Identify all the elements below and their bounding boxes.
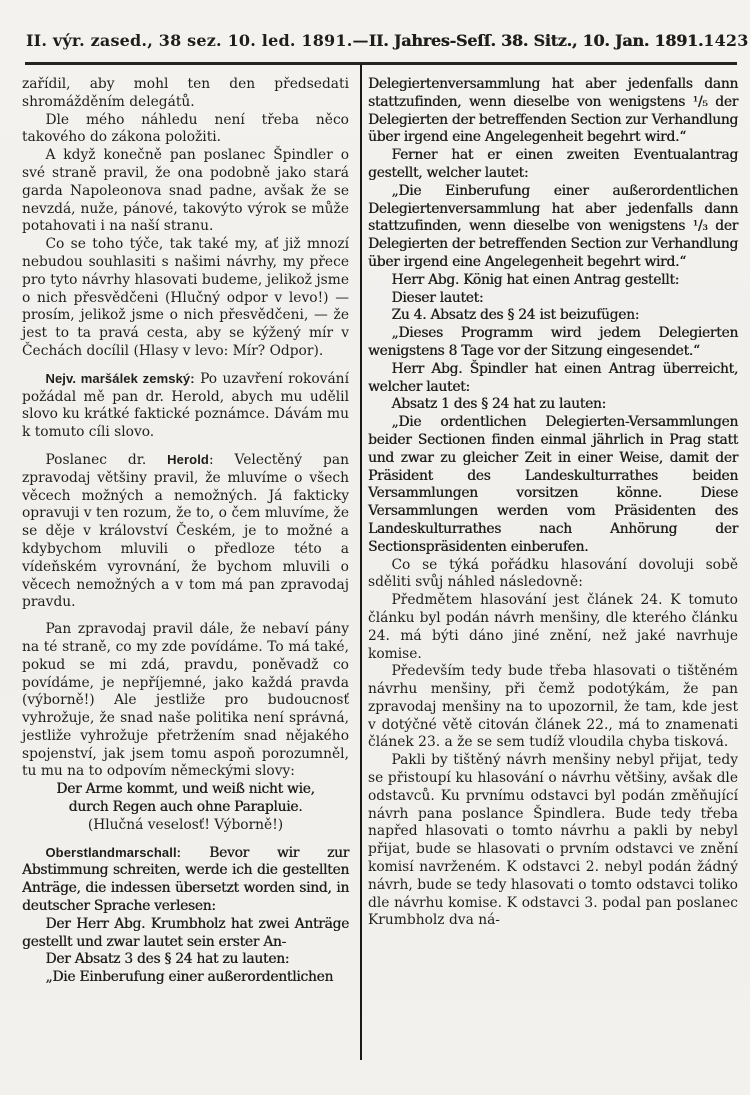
paragraph: Oberstlandmarschall: Bevor wir zur Abstimmung schreiten, werde ich die gestellten Anträge, die indessen übersetzt worden sind, in deutscher Sprache verlesen: [22, 844, 350, 915]
paragraph: Der Herr Abg. Krumbholz hat zwei Anträge gestellt und zwar lautet sein erster An- [22, 915, 349, 950]
paragraph: Co se týká pořádku hlasování dovoluji sobě sděliti svůj náhled následovně: [368, 556, 738, 591]
paragraph: A když konečně pan poslanec Špindler o své straně pravil, že ona podobně jako stará garda Napoleonova snad padne, avšak že se nevzdá, nuže, pánové, takovýto výrok se může potahovati i na naší stranu. [22, 147, 349, 235]
paragraph: Nejv. maršálek zemský: Po uzavření rokování požádal mě pan dr. Herold, abych mu udělil slovo ku krátké faktické poznámce. Dávám mu k tomuto cíli slovo. [22, 370, 349, 441]
speaker-name: Oberstlandmarschall: [45, 844, 182, 860]
paragraph: Zu 4. Absatz des § 24 ist beizufügen: [391, 307, 640, 324]
speaker-name: Herold [167, 451, 209, 467]
paragraph: Der Absatz 3 des § 24 hat zu lauten: [45, 951, 290, 968]
paragraph: „Die Einberufung einer außerordentlichen [45, 969, 334, 986]
paragraph: Především tedy bude třeba hlasovati o tištěném návrhu menšiny, při čemž podotýkám, že pan zpravodaj menšiny na to upozornil, že tam, kde jest v dotýčné větě citován článek 22., má to znamenati článek 23. a že se sem tudíž vloudila chyba tisková. [368, 663, 738, 751]
header-german-date: II. Jahres-Seſſ. 38. Sitz., 10. Jan. 1891. [368, 31, 704, 50]
paragraph: „Die Einberufung einer außerordentlichen Delegiertenversammlung hat aber jedenfalls dann stattzufinden, wenn dieselbe von wenigstens ¹/₃ der Delegierten der betreffenden Section zur Verhandlung über irgend eine Angelegenheit begehrt wird.“ [368, 182, 738, 270]
verse-line: Der Arme kommt, und weiß nicht wie, [56, 781, 315, 798]
speaker-name: Nejv. maršálek zemský: [45, 370, 195, 386]
paragraph: Ferner hat er einen zweiten Eventualantrag gestellt, welcher lautet: [368, 147, 738, 181]
paragraph: Absatz 1 des § 24 hat zu lauten: [391, 396, 606, 413]
paragraph: zařídil, aby mohl ten den předsedati shromážděním delegátů. [22, 76, 349, 110]
verse-line: durch Regen auch ohne Parapluie. [68, 799, 303, 816]
text-columns [22, 76, 738, 987]
paragraph: „Dieses Programm wird jedem Delegierten wenigstens 8 Tage vor der Sitzung eingesendet.“ [368, 325, 738, 359]
page-header [26, 31, 749, 50]
paragraph: Herr Abg. Špindler hat einen Antrag überreicht, welcher lautet: [368, 360, 738, 395]
paragraph: Herr Abg. König hat einen Antrag gestellt: [391, 271, 680, 288]
header-rule [25, 62, 737, 65]
paragraph: Dieser lautet: [391, 289, 484, 306]
paragraph: „Die ordentlichen Delegierten-Versammlungen beider Sectionen finden einmal jährlich in Prag statt und zwar zu gleicher Zeit in einer Weise, damit der Präsident des Landeskulturrathes beiden Versammlungen vorsitzen könne. Diese Versammlungen werden vom Präsidenten des Landeskulturrathes nach Anhörung der Sectionspräsidenten einberufen. [368, 414, 738, 555]
paragraph: Pakli by tištěný návrh menšiny nebyl přijat, tedy se přistoupí ku hlasování o návrhu většiny, avšak dle odstavců. Ku prvnímu odstavci byl podán změňující návrh pana poslance Špindlera. Bude tedy třeba napřed hlasovati o tomto návrhu a pakli by nebyl přijat, bude se hlasovati o prvním odstavci ve znění komisí navrženém. K odstavci 2. nebyl podán žádný návrh, bude se tedy hlasovati o tomto odstavci toliko dle návrhu komise. K odstavci 3. podal pan poslanec Krumbholz dva ná- [368, 752, 738, 929]
header-separator: — [352, 31, 369, 50]
paragraph: Poslanec dr. Herold: Velectěný pan zpravodaj většiny pravil, že mluvíme o všech věcech možných a nemožných. Já fakticky opravuji v ten rozum, že to, o čem mluvíme, že se děje v království Českém, je to možné a kdybychom mluvili o předloze této a vídeňském vyrovnání, že bychom mluvili o věcech nemožných a v tom má pan zpravodaj pravdu. [22, 451, 349, 611]
paragraph: Předmětem hlasování jest článek 24. K tomuto článku byl podán návrh menšiny, dle kterého článku 24. má býti dáno jiné znění, než jaké navrhuje komise. [368, 592, 738, 662]
paragraph: Pan zpravodaj pravil dále, že nebaví pány na té straně, co my zde povídáme. To má také, pokud se mi zdá, pravdu, poněvadž co povídáme, je nepříjemné, jako každá pravda (výborně!) Ale jestliže pro budoucnosť vyhrožuje, že snad naše politika není správná, jestliže vyhrožuje přetržením snad nějakého spojenství, jak jsem tomu aspoň porozumněl, tu mu na to odpovím německými slovy: [22, 621, 349, 780]
paragraph: Delegiertenversammlung hat aber jedenfalls dann stattzufinden, wenn dieselbe von wenigstens ¹/₅ der Delegierten der betreffenden Section zur Verhandlung über irgend eine Angelegenheit begehrt wird.“ [368, 76, 738, 146]
header-czech-date: II. výr. zased., 38 sez. 10. led. 1891. [26, 31, 353, 50]
paragraph: Dle mého náhledu není třeba něco takového do zákona položiti. [22, 111, 349, 146]
left-column [22, 76, 358, 987]
right-column [358, 76, 738, 930]
interjection: (Hlučná veselosť! Výborně!) [87, 816, 284, 833]
paragraph: Co se toho týče, tak také my, ať již mnozí nebudou souhlasiti s našimi návrhy, my přece pro tyto návrhy hlasovati budeme, jelikož jsme o nich přesvědčeni (Hlučný odpor v levo!) — prosím, jelikož jsme o nich přesvědčeni, — že jest to ta pravá cesta, aby se kýžený mír v Čechách docílil (Hlasy v levo: Mír? Odpor). [22, 236, 349, 359]
header-page-number: 1423 [703, 31, 749, 50]
